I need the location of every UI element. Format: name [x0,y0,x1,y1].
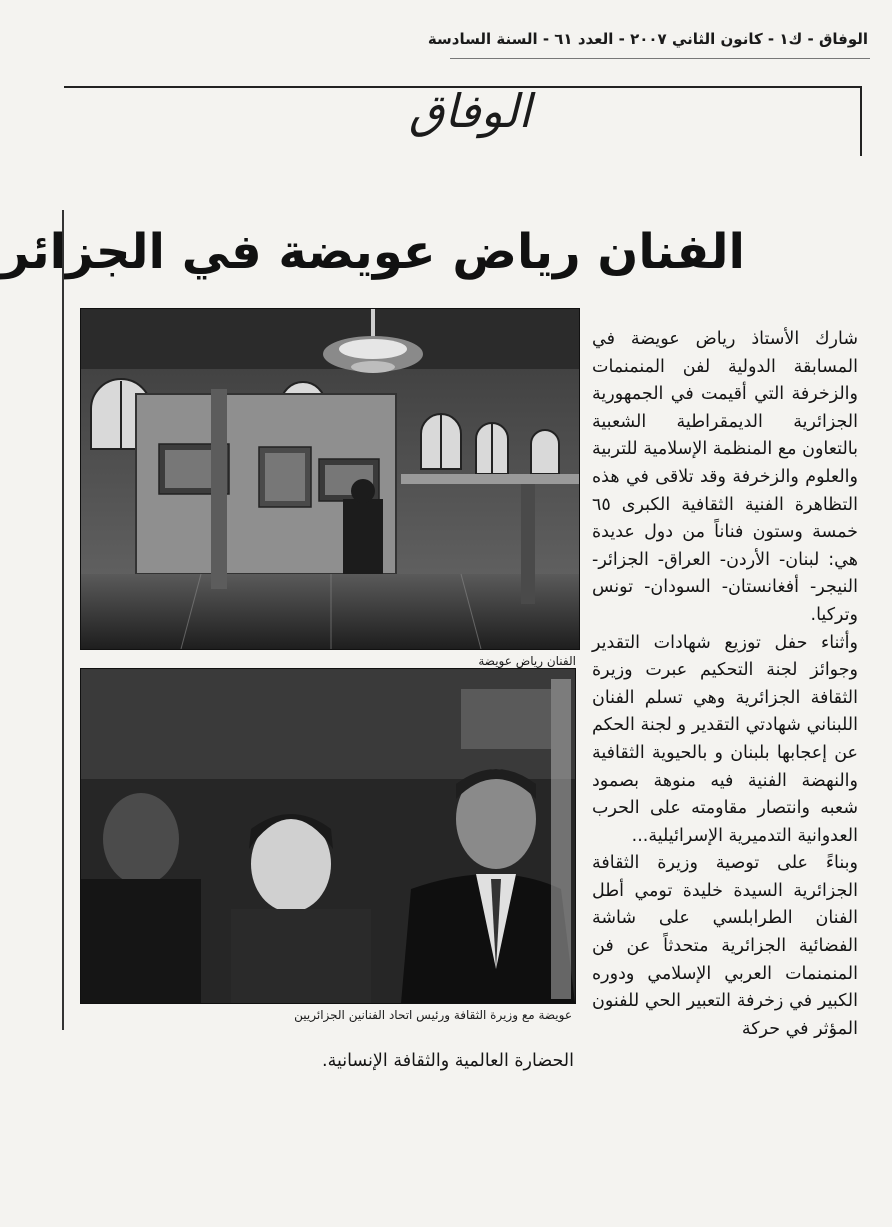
article-paragraph: شارك الأستاذ رياض عويضة في المسابقة الدولية لفن المنمنمات والزخرفة التي أقيمت في الجمهورية الجزائرية الديمقراطية الشعبية بالتعاون مع المنظمة الإسلامية للتربية والعلوم والزخرفة وقد تلاقى في هذه التظاهرة الفنية الثقافية الكبرى ٦٥ خمسة وستون فناناً من دول عديدة هي: لبنان- الأردن- العراق- الجزائر- النيجر- أفغانستان- السودان- تونس وتركيا. [592,329,858,625]
article-paragraph: وأثناء حفل توزيع شهادات التقدير وجوائز لجنة التحكيم عبرت وزيرة الثقافة الجزائرية وهي تسلم الفنان اللبناني شهادتي التقدير و لجنة الحكم عن إعجابها بلبنان و بالحيوية الثقافية والنهضة الفنية فيه منوهة بصمود شعبه وانتصار مقاومته على الحرب العدوانية التدميرية الإسرائيلية... [592,632,858,846]
article-headline: الفنان رياض عويضة في الجزائر [1,224,745,280]
article-continuation [320,1048,574,1076]
exhibition-hall-photo [80,308,580,650]
photo2-caption: عويضة مع وزيرة الثقافة ورئيس اتحاد الفنانين الجزائريين [294,1008,572,1022]
article-body [592,326,858,1043]
header-divider [450,58,870,59]
article-paragraph-end: الحضارة العالمية والثقافة الإنسانية. [322,1051,574,1071]
issue-info-line: الوفاق - ك١ - كانون الثاني ٢٠٠٧ - العدد ٦١ - السنة السادسة [427,30,868,48]
officials-meeting-photo [80,668,576,1004]
photo1-caption: الفنان رياض عويضة [478,654,576,668]
masthead-title: الوفاق [408,84,532,138]
page-frame-rule [62,210,64,1030]
article-paragraph: وبناءً على توصية وزيرة الثقافة الجزائرية السيدة خليدة تومي أطل الفنان الطرابلسي على شاشة الفضائية الجزائرية متحدثاً عن فن المنمنمات العربي الإسلامي ودوره الكبير في زخرفة التعبير الحي للفنون المؤثر في حركة [592,853,858,1039]
